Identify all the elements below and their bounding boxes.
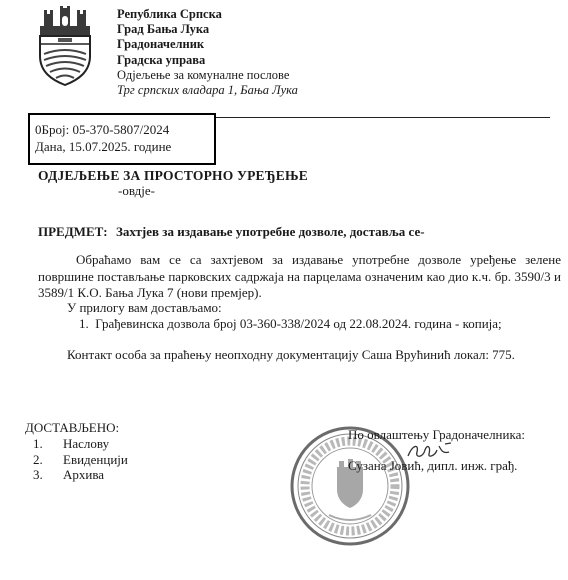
- authorization-line: По овлаштењу Градоначелника:: [348, 427, 525, 442]
- body-paragraph-text: Обраћамо вам се са захтјевом за издавање употребне дозволе уређење зелене површине постављање парковских садржаја на парцелама означеним као дио к.ч. бр. 3590/3 и 3589/1 К.О. Бања Лука 7 (нови премјер).: [38, 252, 561, 300]
- reference-number: 0Број: 05-370-5807/2024: [35, 122, 170, 137]
- delivery-item: 3. Архива: [33, 467, 105, 483]
- subject-line: [38, 224, 425, 240]
- contact-line: Контакт особа за праћењу неопходну документацију Саша Врућинић локал: 775.: [67, 347, 515, 362]
- reference-box: [28, 113, 216, 165]
- letterhead-address: Трг српских владара 1, Бања Лука: [117, 83, 298, 98]
- recipient-location: -овдје-: [118, 183, 155, 198]
- letterhead-city: Град Бања Лука: [117, 22, 210, 37]
- enclosure-title: У прилогу вам достављамо:: [67, 300, 222, 315]
- subject-text: Захтјев за издавање употребне дозволе, доставља се-: [116, 224, 425, 239]
- letterhead-republic: Република Српска: [117, 7, 222, 21]
- subject-label: ПРЕДМЕТ:: [38, 224, 108, 239]
- body-paragraph: [38, 252, 561, 302]
- delivery-item: 2. Евиденцији: [33, 451, 128, 467]
- enclosure-item-number: 1.: [79, 316, 89, 331]
- delivery-item: 1. Наслову: [33, 436, 110, 451]
- enclosure-item: [79, 316, 502, 332]
- reference-date: Дана, 15.07.2025. године: [35, 139, 172, 154]
- letterhead-administration: Градска управа: [117, 52, 206, 67]
- signer-name: Сузана Јовић, дипл. инж. грађ.: [348, 458, 518, 473]
- delivery-list: [33, 436, 128, 483]
- letterhead-mayor: Градоначелник: [117, 37, 205, 52]
- city-coat-of-arms-icon: [34, 6, 96, 86]
- delivery-title: ДОСТАВЉЕНО:: [25, 420, 120, 435]
- recipient-name: ОДЈЕЉЕЊЕ ЗА ПРОСТОРНО УРЕЂЕЊЕ: [38, 168, 308, 183]
- enclosure-item-text: Грађевинска дозвола број 03-360-338/2024 од 22.08.2024. година - копија;: [95, 316, 502, 331]
- official-seal-icon: [289, 425, 411, 547]
- letterhead-department: Одјељење за комуналне послове: [117, 67, 290, 82]
- letterhead: [117, 7, 298, 98]
